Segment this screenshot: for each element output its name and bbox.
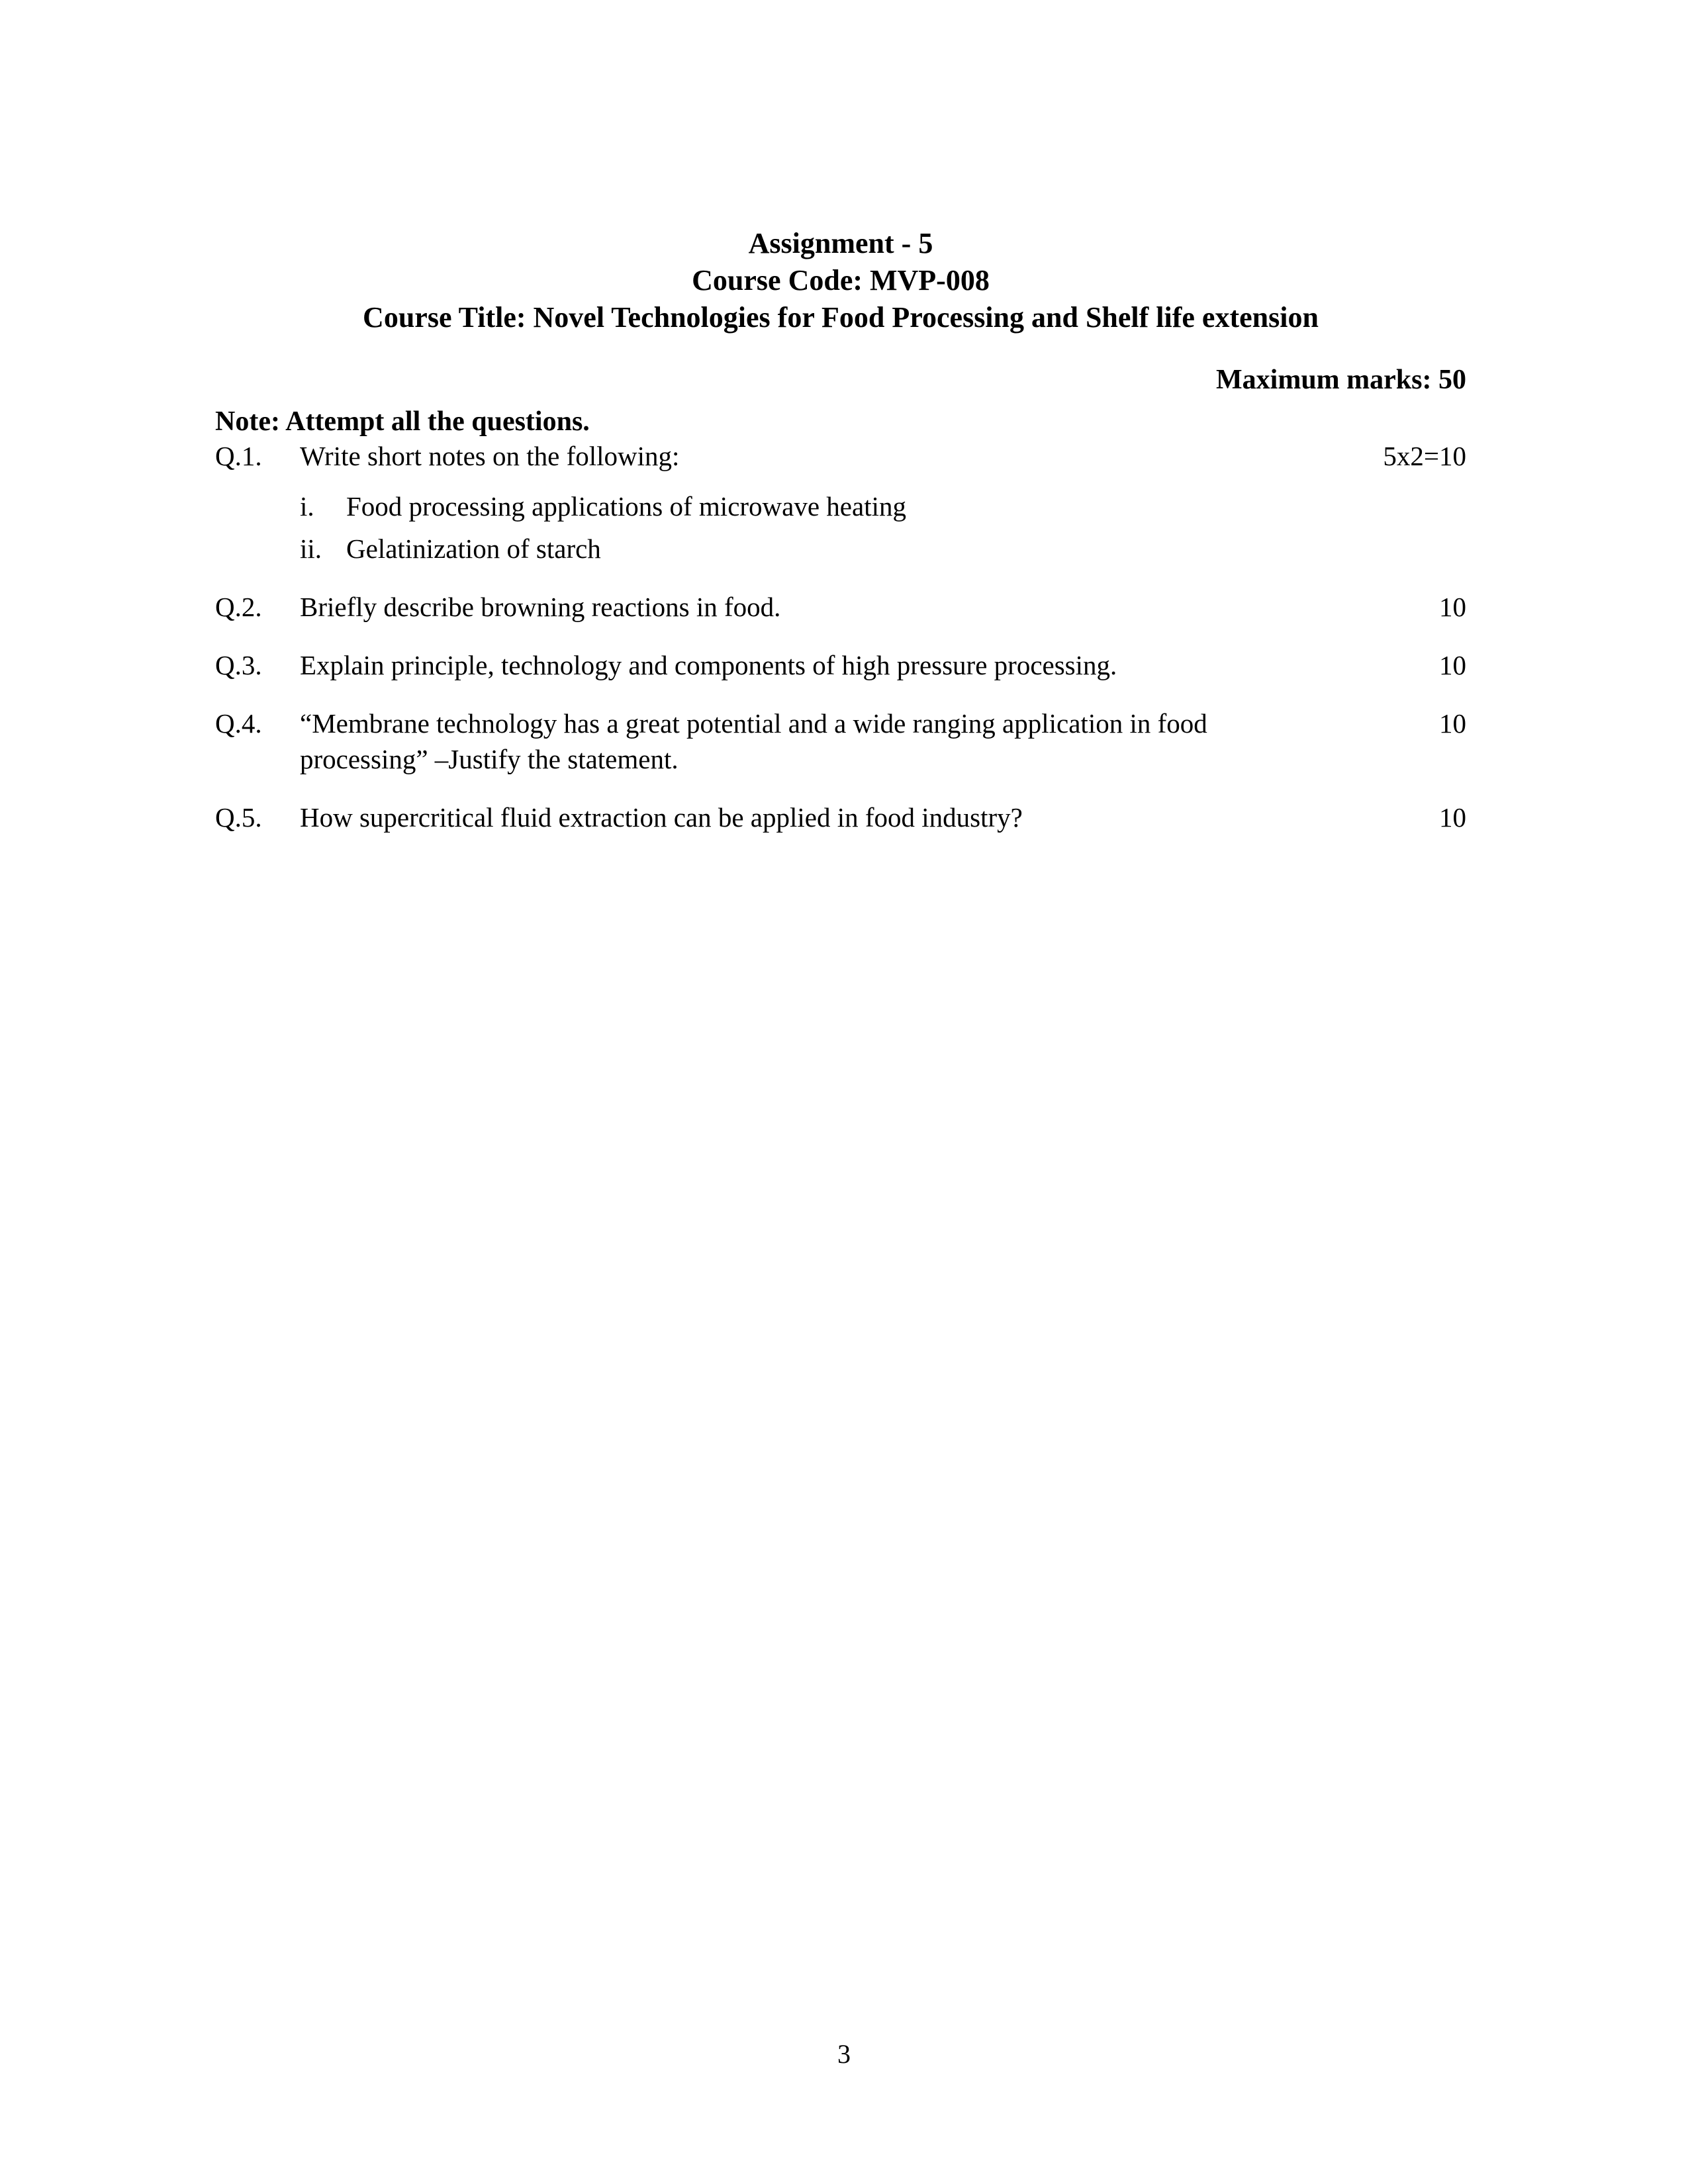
note-label: Note: Attempt all the questions. xyxy=(215,406,590,437)
maximum-marks-label: Maximum marks: 50 xyxy=(1216,365,1466,395)
document-title-block xyxy=(215,225,1466,336)
question-label-4: Q.4. xyxy=(215,708,262,739)
title-line-course-title: Course Title: Novel Technologies for Food Processing and Shelf life extension xyxy=(363,301,1319,334)
question-text-3: Explain principle, technology and components of high pressure processing. xyxy=(300,650,1117,680)
question-text-4: “Membrane technology has a great potential and a wide ranging application in food processing” –Justify the statement. xyxy=(300,708,1207,774)
question-row-4 xyxy=(215,705,1466,777)
sub-item-text-ii: Gelatinization of starch xyxy=(346,533,601,564)
page-number: 3 xyxy=(837,2039,851,2069)
question-label-2: Q.2. xyxy=(215,592,262,622)
question-row-5 xyxy=(215,799,1466,835)
question-1-sub-list xyxy=(215,488,1466,567)
question-label-5: Q.5. xyxy=(215,802,262,833)
question-row-2 xyxy=(215,589,1466,625)
question-marks-2: 10 xyxy=(1439,592,1466,622)
question-label-3: Q.3. xyxy=(215,650,262,680)
question-marks-5: 10 xyxy=(1439,802,1466,833)
question-row-1 xyxy=(215,438,1466,474)
sub-item-row-ii xyxy=(215,531,1466,567)
sub-item-numeral-ii: ii. xyxy=(300,533,322,564)
title-line-course-code: Course Code: MVP-008 xyxy=(692,264,990,296)
question-text-5: How supercritical fluid extraction can be applied in food industry? xyxy=(300,802,1023,833)
question-text-1: Write short notes on the following: xyxy=(300,441,680,471)
question-label-1: Q.1. xyxy=(215,441,262,471)
question-row-3 xyxy=(215,647,1466,683)
sub-item-row-i xyxy=(215,488,1466,524)
question-marks-4: 10 xyxy=(1439,708,1466,739)
question-marks-1: 5x2=10 xyxy=(1383,441,1466,471)
question-text-2: Briefly describe browning reactions in food. xyxy=(300,592,781,622)
sub-item-numeral-i: i. xyxy=(300,491,314,522)
question-marks-3: 10 xyxy=(1439,650,1466,680)
title-line-assignment: Assignment - 5 xyxy=(748,227,933,259)
sub-item-text-i: Food processing applications of microwave heating xyxy=(346,491,906,522)
page-content xyxy=(215,0,1466,835)
